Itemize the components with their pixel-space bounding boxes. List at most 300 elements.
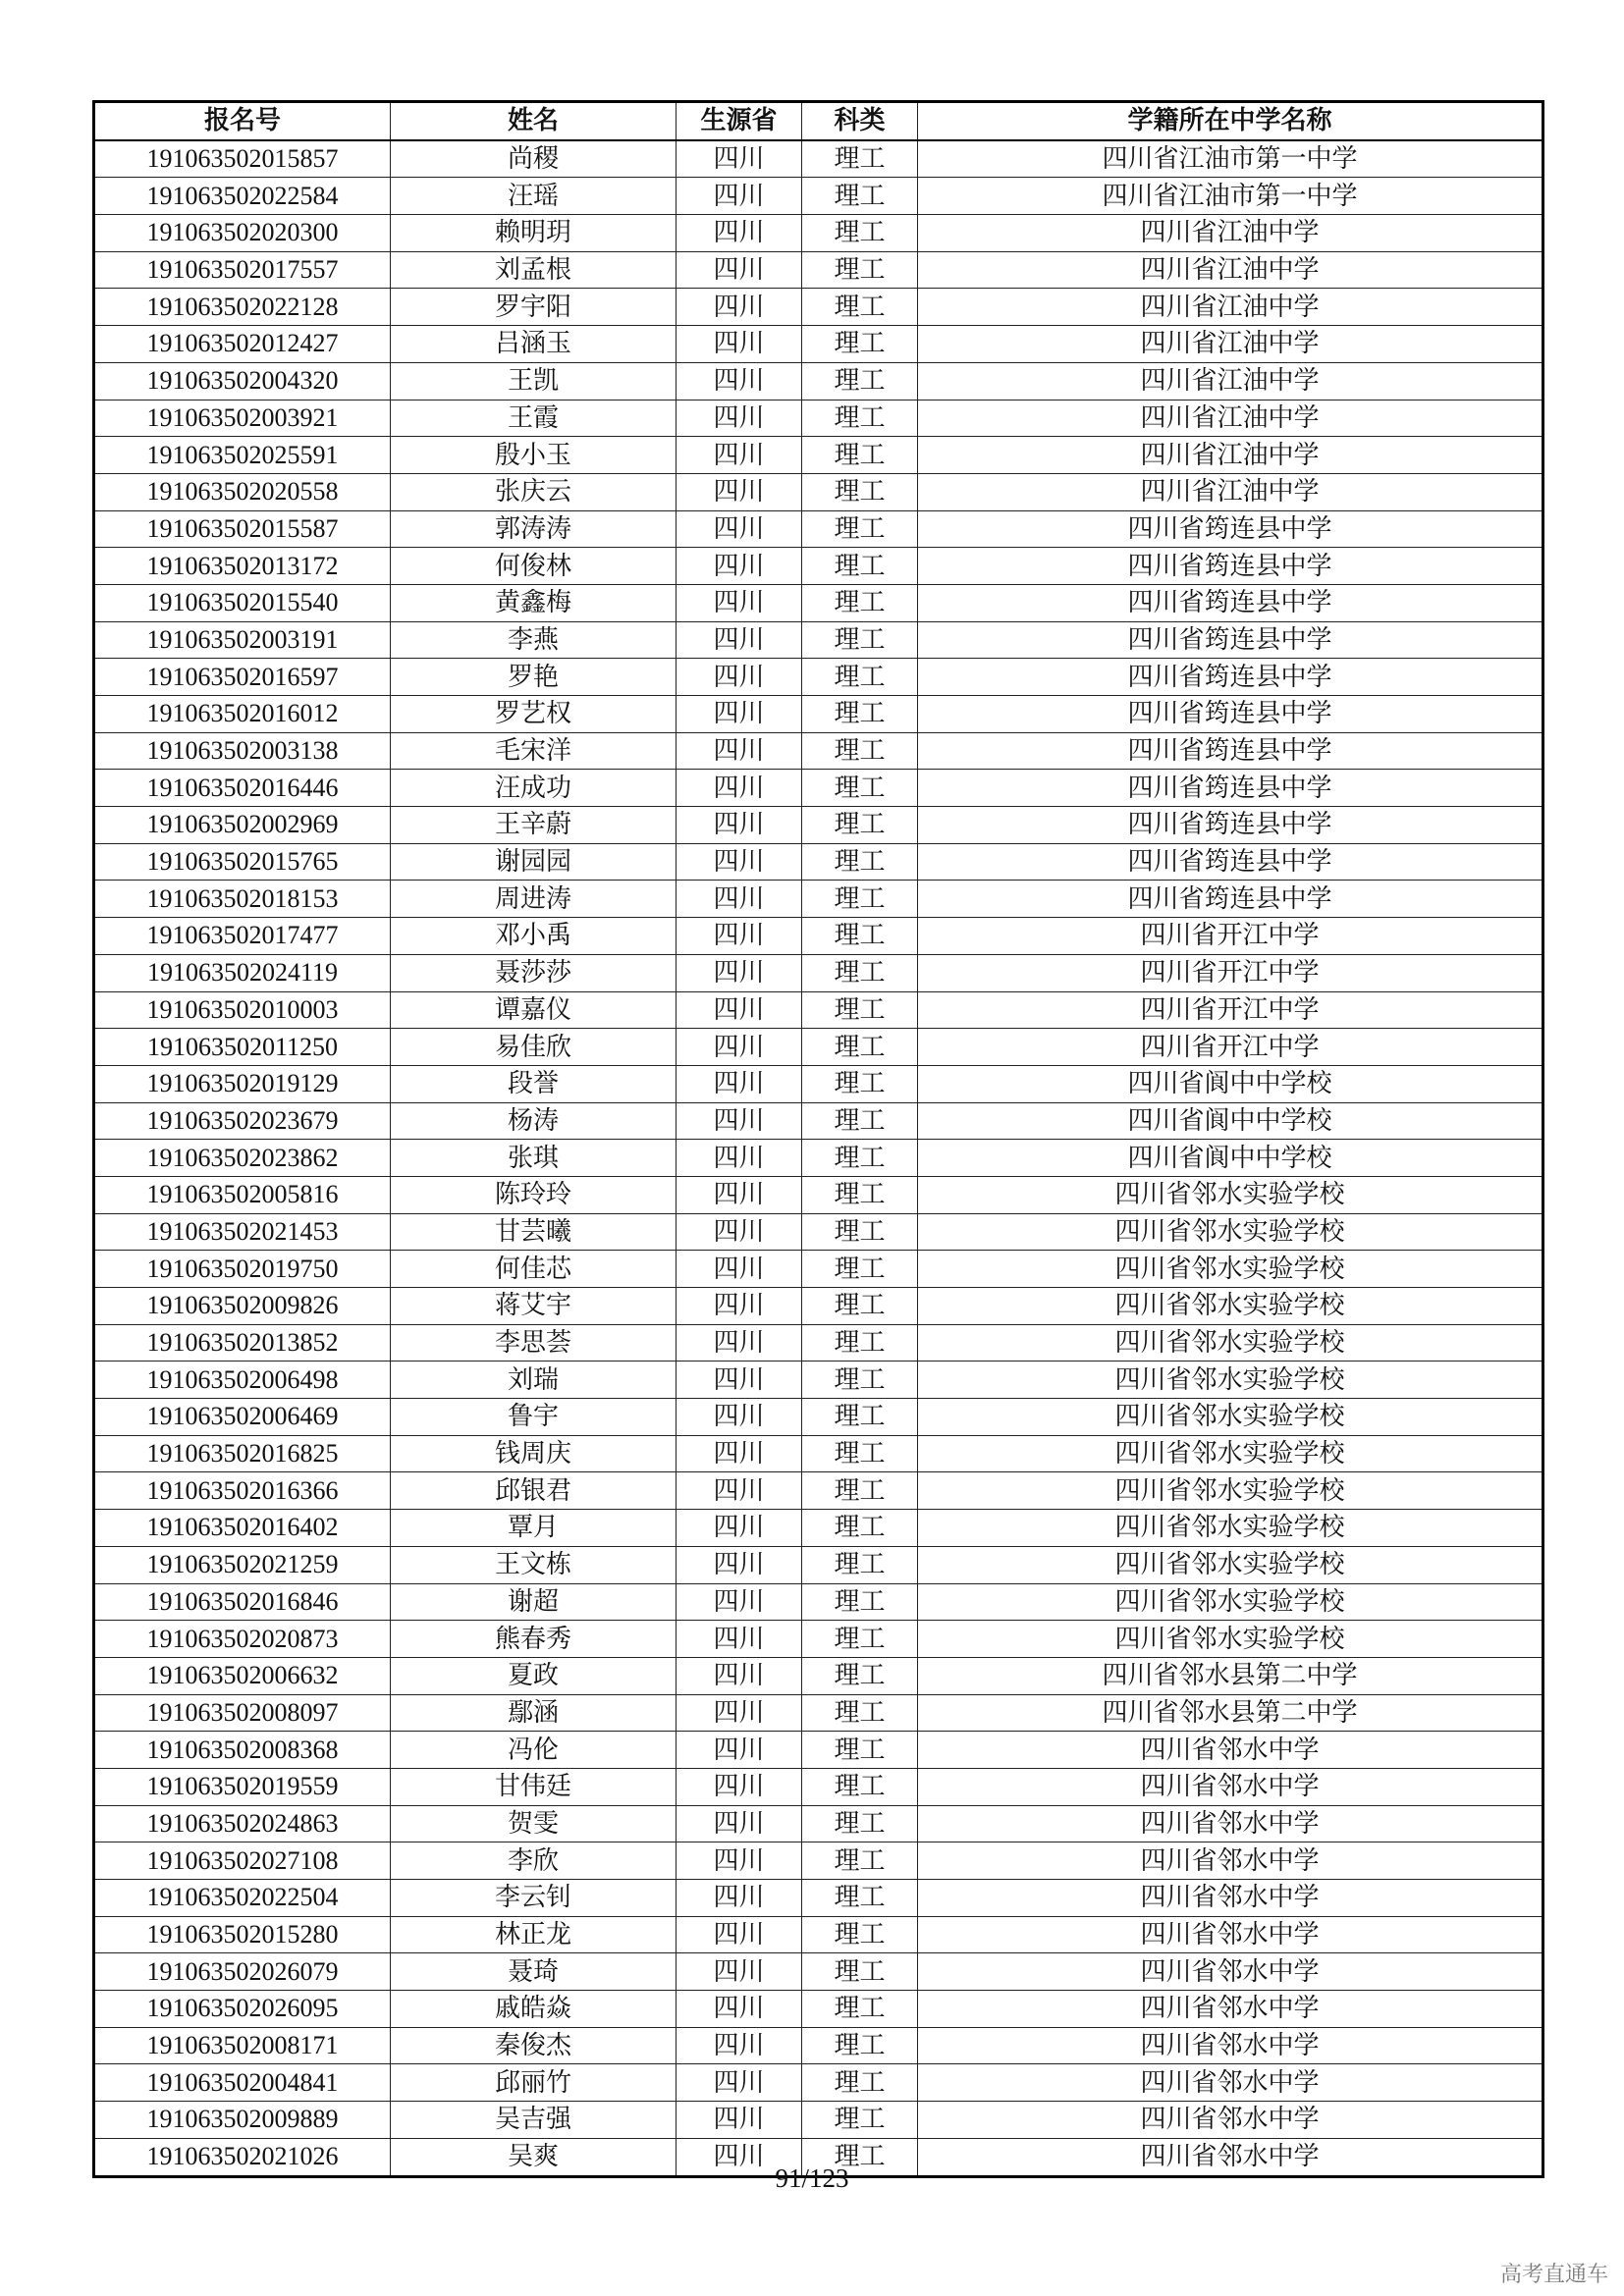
table-header-row bbox=[94, 102, 1543, 140]
source-province-cell: 四川 bbox=[677, 807, 802, 844]
category-cell: 理工 bbox=[802, 1065, 918, 1102]
table-row bbox=[94, 1065, 1543, 1102]
registration-number-cell: 191063502016846 bbox=[94, 1583, 391, 1621]
school-name-cell: 四川省江油中学 bbox=[918, 473, 1543, 510]
category-cell: 理工 bbox=[802, 732, 918, 770]
source-province-cell: 四川 bbox=[677, 510, 802, 548]
source-province-cell: 四川 bbox=[677, 1768, 802, 1805]
category-cell: 理工 bbox=[802, 1953, 918, 1991]
school-name-cell: 四川省江油中学 bbox=[918, 251, 1543, 289]
school-name-cell: 四川省邻水中学 bbox=[918, 1991, 1543, 2028]
category-cell: 理工 bbox=[802, 1176, 918, 1213]
category-cell: 理工 bbox=[802, 1880, 918, 1917]
school-name-cell: 四川省邻水实验学校 bbox=[918, 1546, 1543, 1583]
registration-number-cell: 191063502004841 bbox=[94, 2064, 391, 2102]
registration-number-cell: 191063502019129 bbox=[94, 1065, 391, 1102]
source-province-cell: 四川 bbox=[677, 473, 802, 510]
table-row bbox=[94, 2102, 1543, 2139]
table-row bbox=[94, 1842, 1543, 1880]
school-name-cell: 四川省邻水实验学校 bbox=[918, 1399, 1543, 1436]
source-province-cell: 四川 bbox=[677, 1362, 802, 1399]
table-row bbox=[94, 1546, 1543, 1583]
school-name-cell: 四川省筠连县中学 bbox=[918, 696, 1543, 733]
category-cell: 理工 bbox=[802, 326, 918, 363]
registration-number-cell: 191063502020873 bbox=[94, 1621, 391, 1658]
category-cell: 理工 bbox=[802, 548, 918, 585]
name-cell: 戚皓焱 bbox=[391, 1991, 677, 2028]
school-name-cell: 四川省邻水实验学校 bbox=[918, 1583, 1543, 1621]
school-name-cell: 四川省筠连县中学 bbox=[918, 659, 1543, 696]
category-cell: 理工 bbox=[802, 918, 918, 955]
table-row bbox=[94, 178, 1543, 215]
table-row bbox=[94, 1621, 1543, 1658]
table-row bbox=[94, 1140, 1543, 1177]
registration-number-cell: 191063502008368 bbox=[94, 1732, 391, 1769]
table-row bbox=[94, 1732, 1543, 1769]
school-name-cell: 四川省江油中学 bbox=[918, 326, 1543, 363]
category-cell: 理工 bbox=[802, 881, 918, 918]
name-cell: 殷小玉 bbox=[391, 437, 677, 474]
school-name-cell: 四川省邻水中学 bbox=[918, 2138, 1543, 2176]
category-cell: 理工 bbox=[802, 696, 918, 733]
category-cell: 理工 bbox=[802, 1583, 918, 1621]
name-cell: 李欣 bbox=[391, 1842, 677, 1880]
table-row bbox=[94, 437, 1543, 474]
table-row bbox=[94, 770, 1543, 807]
registration-number-cell: 191063502006469 bbox=[94, 1399, 391, 1436]
category-cell: 理工 bbox=[802, 659, 918, 696]
school-name-cell: 四川省邻水实验学校 bbox=[918, 1435, 1543, 1472]
school-name-cell: 四川省江油中学 bbox=[918, 437, 1543, 474]
category-cell: 理工 bbox=[802, 1324, 918, 1362]
table-row bbox=[94, 289, 1543, 326]
source-province-cell: 四川 bbox=[677, 1140, 802, 1177]
school-name-cell: 四川省邻水实验学校 bbox=[918, 1362, 1543, 1399]
name-cell: 李思荟 bbox=[391, 1324, 677, 1362]
school-name-cell: 四川省邻水中学 bbox=[918, 1880, 1543, 1917]
table-row bbox=[94, 1213, 1543, 1251]
source-province-cell: 四川 bbox=[677, 732, 802, 770]
category-cell: 理工 bbox=[802, 807, 918, 844]
table-row bbox=[94, 621, 1543, 659]
source-province-cell: 四川 bbox=[677, 1102, 802, 1140]
category-cell: 理工 bbox=[802, 843, 918, 881]
category-cell: 理工 bbox=[802, 140, 918, 178]
table-row bbox=[94, 548, 1543, 585]
school-name-cell: 四川省邻水中学 bbox=[918, 1732, 1543, 1769]
registration-number-cell: 191063502015765 bbox=[94, 843, 391, 881]
registration-number-cell: 191063502012427 bbox=[94, 326, 391, 363]
category-cell: 理工 bbox=[802, 215, 918, 252]
category-cell: 理工 bbox=[802, 1399, 918, 1436]
table-row bbox=[94, 1102, 1543, 1140]
school-name-cell: 四川省阆中中学校 bbox=[918, 1065, 1543, 1102]
school-name-cell: 四川省江油市第一中学 bbox=[918, 178, 1543, 215]
source-province-cell: 四川 bbox=[677, 1472, 802, 1510]
source-province-cell: 四川 bbox=[677, 954, 802, 991]
school-name-cell: 四川省邻水中学 bbox=[918, 1768, 1543, 1805]
school-name-cell: 四川省邻水县第二中学 bbox=[918, 1657, 1543, 1694]
source-province-cell: 四川 bbox=[677, 843, 802, 881]
school-name-cell: 四川省筠连县中学 bbox=[918, 843, 1543, 881]
name-cell: 冯伦 bbox=[391, 1732, 677, 1769]
table-row bbox=[94, 1472, 1543, 1510]
school-name-cell: 四川省江油中学 bbox=[918, 362, 1543, 400]
school-name-cell: 四川省邻水实验学校 bbox=[918, 1288, 1543, 1325]
header-source-province: 生源省 bbox=[677, 102, 802, 140]
table-row bbox=[94, 510, 1543, 548]
school-name-cell: 四川省阆中中学校 bbox=[918, 1102, 1543, 1140]
category-cell: 理工 bbox=[802, 473, 918, 510]
source-province-cell: 四川 bbox=[677, 2102, 802, 2139]
school-name-cell: 四川省筠连县中学 bbox=[918, 881, 1543, 918]
header-category: 科类 bbox=[802, 102, 918, 140]
table-row bbox=[94, 584, 1543, 621]
source-province-cell: 四川 bbox=[677, 696, 802, 733]
source-province-cell: 四川 bbox=[677, 881, 802, 918]
registration-number-cell: 191063502021026 bbox=[94, 2138, 391, 2176]
name-cell: 刘瑞 bbox=[391, 1362, 677, 1399]
school-name-cell: 四川省筠连县中学 bbox=[918, 510, 1543, 548]
school-name-cell: 四川省筠连县中学 bbox=[918, 548, 1543, 585]
category-cell: 理工 bbox=[802, 1510, 918, 1547]
table-row bbox=[94, 954, 1543, 991]
school-name-cell: 四川省开江中学 bbox=[918, 954, 1543, 991]
source-province-cell: 四川 bbox=[677, 991, 802, 1029]
name-cell: 尚稷 bbox=[391, 140, 677, 178]
name-cell: 段誉 bbox=[391, 1065, 677, 1102]
category-cell: 理工 bbox=[802, 1657, 918, 1694]
name-cell: 王文栋 bbox=[391, 1546, 677, 1583]
name-cell: 谢超 bbox=[391, 1583, 677, 1621]
name-cell: 杨涛 bbox=[391, 1102, 677, 1140]
table-row bbox=[94, 1435, 1543, 1472]
name-cell: 刘孟根 bbox=[391, 251, 677, 289]
name-cell: 李燕 bbox=[391, 621, 677, 659]
source-province-cell: 四川 bbox=[677, 326, 802, 363]
category-cell: 理工 bbox=[802, 1102, 918, 1140]
school-name-cell: 四川省筠连县中学 bbox=[918, 807, 1543, 844]
school-name-cell: 四川省邻水实验学校 bbox=[918, 1324, 1543, 1362]
category-cell: 理工 bbox=[802, 1991, 918, 2028]
source-province-cell: 四川 bbox=[677, 918, 802, 955]
name-cell: 林正龙 bbox=[391, 1916, 677, 1953]
table-row bbox=[94, 991, 1543, 1029]
name-cell: 聂莎莎 bbox=[391, 954, 677, 991]
school-name-cell: 四川省邻水实验学校 bbox=[918, 1213, 1543, 1251]
category-cell: 理工 bbox=[802, 2027, 918, 2064]
registration-number-cell: 191063502016597 bbox=[94, 659, 391, 696]
source-province-cell: 四川 bbox=[677, 1583, 802, 1621]
registration-number-cell: 191063502016446 bbox=[94, 770, 391, 807]
name-cell: 汪成功 bbox=[391, 770, 677, 807]
school-name-cell: 四川省江油中学 bbox=[918, 289, 1543, 326]
table-row bbox=[94, 807, 1543, 844]
registration-number-cell: 191063502003921 bbox=[94, 400, 391, 437]
category-cell: 理工 bbox=[802, 437, 918, 474]
registration-number-cell: 191063502027108 bbox=[94, 1842, 391, 1880]
source-province-cell: 四川 bbox=[677, 1399, 802, 1436]
name-cell: 李云钊 bbox=[391, 1880, 677, 1917]
name-cell: 罗艳 bbox=[391, 659, 677, 696]
registration-number-cell: 191063502009826 bbox=[94, 1288, 391, 1325]
name-cell: 邱丽竹 bbox=[391, 2064, 677, 2102]
school-name-cell: 四川省筠连县中学 bbox=[918, 584, 1543, 621]
source-province-cell: 四川 bbox=[677, 140, 802, 178]
category-cell: 理工 bbox=[802, 770, 918, 807]
category-cell: 理工 bbox=[802, 1288, 918, 1325]
registration-number-cell: 191063502024863 bbox=[94, 1805, 391, 1842]
name-cell: 张庆云 bbox=[391, 473, 677, 510]
registration-number-cell: 191063502022584 bbox=[94, 178, 391, 215]
source-province-cell: 四川 bbox=[677, 1953, 802, 1991]
school-name-cell: 四川省筠连县中学 bbox=[918, 732, 1543, 770]
category-cell: 理工 bbox=[802, 991, 918, 1029]
source-province-cell: 四川 bbox=[677, 2027, 802, 2064]
name-cell: 汪瑶 bbox=[391, 178, 677, 215]
category-cell: 理工 bbox=[802, 510, 918, 548]
school-name-cell: 四川省筠连县中学 bbox=[918, 621, 1543, 659]
registration-number-cell: 191063502009889 bbox=[94, 2102, 391, 2139]
table-row bbox=[94, 1657, 1543, 1694]
table-row bbox=[94, 843, 1543, 881]
registration-number-cell: 191063502015587 bbox=[94, 510, 391, 548]
table-row bbox=[94, 1953, 1543, 1991]
school-name-cell: 四川省邻水实验学校 bbox=[918, 1472, 1543, 1510]
school-name-cell: 四川省筠连县中学 bbox=[918, 770, 1543, 807]
registration-number-cell: 191063502023679 bbox=[94, 1102, 391, 1140]
school-name-cell: 四川省邻水中学 bbox=[918, 2102, 1543, 2139]
name-cell: 钱周庆 bbox=[391, 1435, 677, 1472]
table-row bbox=[94, 1768, 1543, 1805]
school-name-cell: 四川省邻水中学 bbox=[918, 1842, 1543, 1880]
source-province-cell: 四川 bbox=[677, 1916, 802, 1953]
school-name-cell: 四川省开江中学 bbox=[918, 991, 1543, 1029]
registration-number-cell: 191063502023862 bbox=[94, 1140, 391, 1177]
name-cell: 吴吉强 bbox=[391, 2102, 677, 2139]
source-province-cell: 四川 bbox=[677, 2064, 802, 2102]
registration-number-cell: 191063502015280 bbox=[94, 1916, 391, 1953]
table-row bbox=[94, 362, 1543, 400]
source-province-cell: 四川 bbox=[677, 1435, 802, 1472]
registration-number-cell: 191063502019559 bbox=[94, 1768, 391, 1805]
table-row bbox=[94, 881, 1543, 918]
source-province-cell: 四川 bbox=[677, 437, 802, 474]
table-row bbox=[94, 140, 1543, 178]
admission-list-table bbox=[92, 100, 1544, 2178]
source-province-cell: 四川 bbox=[677, 770, 802, 807]
source-province-cell: 四川 bbox=[677, 659, 802, 696]
table-row bbox=[94, 1029, 1543, 1066]
category-cell: 理工 bbox=[802, 1251, 918, 1288]
source-province-cell: 四川 bbox=[677, 1805, 802, 1842]
name-cell: 甘芸曦 bbox=[391, 1213, 677, 1251]
source-province-cell: 四川 bbox=[677, 1251, 802, 1288]
name-cell: 鲁宇 bbox=[391, 1399, 677, 1436]
registration-number-cell: 191063502006498 bbox=[94, 1362, 391, 1399]
table-row bbox=[94, 1324, 1543, 1362]
registration-number-cell: 191063502002969 bbox=[94, 807, 391, 844]
registration-number-cell: 191063502019750 bbox=[94, 1251, 391, 1288]
category-cell: 理工 bbox=[802, 251, 918, 289]
source-province-cell: 四川 bbox=[677, 251, 802, 289]
school-name-cell: 四川省邻水实验学校 bbox=[918, 1510, 1543, 1547]
category-cell: 理工 bbox=[802, 2102, 918, 2139]
table-row bbox=[94, 1399, 1543, 1436]
school-name-cell: 四川省邻水实验学校 bbox=[918, 1621, 1543, 1658]
school-name-cell: 四川省邻水县第二中学 bbox=[918, 1694, 1543, 1732]
registration-number-cell: 191063502022128 bbox=[94, 289, 391, 326]
source-province-cell: 四川 bbox=[677, 362, 802, 400]
source-province-cell: 四川 bbox=[677, 1880, 802, 1917]
table-row bbox=[94, 2027, 1543, 2064]
category-cell: 理工 bbox=[802, 954, 918, 991]
name-cell: 何佳芯 bbox=[391, 1251, 677, 1288]
registration-number-cell: 191063502015540 bbox=[94, 584, 391, 621]
table-row bbox=[94, 1805, 1543, 1842]
registration-number-cell: 191063502020300 bbox=[94, 215, 391, 252]
name-cell: 周进涛 bbox=[391, 881, 677, 918]
registration-number-cell: 191063502013852 bbox=[94, 1324, 391, 1362]
table-row bbox=[94, 1880, 1543, 1917]
category-cell: 理工 bbox=[802, 1435, 918, 1472]
registration-number-cell: 191063502008171 bbox=[94, 2027, 391, 2064]
category-cell: 理工 bbox=[802, 1472, 918, 1510]
category-cell: 理工 bbox=[802, 1621, 918, 1658]
category-cell: 理工 bbox=[802, 362, 918, 400]
registration-number-cell: 191063502016366 bbox=[94, 1472, 391, 1510]
name-cell: 毛宋洋 bbox=[391, 732, 677, 770]
header-registration-number: 报名号 bbox=[94, 102, 391, 140]
category-cell: 理工 bbox=[802, 1213, 918, 1251]
source-province-cell: 四川 bbox=[677, 1546, 802, 1583]
table-row bbox=[94, 1510, 1543, 1547]
category-cell: 理工 bbox=[802, 1842, 918, 1880]
source-province-cell: 四川 bbox=[677, 1176, 802, 1213]
school-name-cell: 四川省江油中学 bbox=[918, 215, 1543, 252]
table-row bbox=[94, 473, 1543, 510]
school-name-cell: 四川省阆中中学校 bbox=[918, 1140, 1543, 1177]
name-cell: 甘伟廷 bbox=[391, 1768, 677, 1805]
registration-number-cell: 191063502026079 bbox=[94, 1953, 391, 1991]
registration-number-cell: 191063502020558 bbox=[94, 473, 391, 510]
name-cell: 秦俊杰 bbox=[391, 2027, 677, 2064]
school-name-cell: 四川省邻水中学 bbox=[918, 1953, 1543, 1991]
name-cell: 蒋艾宇 bbox=[391, 1288, 677, 1325]
table-row bbox=[94, 400, 1543, 437]
registration-number-cell: 191063502016825 bbox=[94, 1435, 391, 1472]
registration-number-cell: 191063502004320 bbox=[94, 362, 391, 400]
school-name-cell: 四川省江油市第一中学 bbox=[918, 140, 1543, 178]
registration-number-cell: 191063502015857 bbox=[94, 140, 391, 178]
source-province-cell: 四川 bbox=[677, 1991, 802, 2028]
name-cell: 熊春秀 bbox=[391, 1621, 677, 1658]
category-cell: 理工 bbox=[802, 1732, 918, 1769]
name-cell: 何俊林 bbox=[391, 548, 677, 585]
page-number: 91/123 bbox=[775, 2163, 849, 2193]
school-name-cell: 四川省邻水中学 bbox=[918, 1805, 1543, 1842]
source-province-cell: 四川 bbox=[677, 1029, 802, 1066]
registration-number-cell: 191063502025591 bbox=[94, 437, 391, 474]
header-name: 姓名 bbox=[391, 102, 677, 140]
registration-number-cell: 191063502021259 bbox=[94, 1546, 391, 1583]
source-province-cell: 四川 bbox=[677, 1657, 802, 1694]
source-province-cell: 四川 bbox=[677, 584, 802, 621]
table-row bbox=[94, 251, 1543, 289]
table-row bbox=[94, 326, 1543, 363]
registration-number-cell: 191063502013172 bbox=[94, 548, 391, 585]
name-cell: 王凯 bbox=[391, 362, 677, 400]
source-province-cell: 四川 bbox=[677, 548, 802, 585]
table-row bbox=[94, 215, 1543, 252]
table-row bbox=[94, 1916, 1543, 1953]
source-province-cell: 四川 bbox=[677, 400, 802, 437]
source-province-cell: 四川 bbox=[677, 1288, 802, 1325]
category-cell: 理工 bbox=[802, 400, 918, 437]
source-province-cell: 四川 bbox=[677, 2138, 802, 2176]
source-province-cell: 四川 bbox=[677, 1842, 802, 1880]
school-name-cell: 四川省邻水中学 bbox=[918, 1916, 1543, 1953]
table-row bbox=[94, 732, 1543, 770]
registration-number-cell: 191063502005816 bbox=[94, 1176, 391, 1213]
name-cell: 易佳欣 bbox=[391, 1029, 677, 1066]
registration-number-cell: 191063502017557 bbox=[94, 251, 391, 289]
category-cell: 理工 bbox=[802, 2138, 918, 2176]
table-row bbox=[94, 1362, 1543, 1399]
registration-number-cell: 191063502011250 bbox=[94, 1029, 391, 1066]
name-cell: 谢园园 bbox=[391, 843, 677, 881]
school-name-cell: 四川省开江中学 bbox=[918, 918, 1543, 955]
school-name-cell: 四川省邻水中学 bbox=[918, 2064, 1543, 2102]
name-cell: 贺雯 bbox=[391, 1805, 677, 1842]
table-row bbox=[94, 918, 1543, 955]
table-row bbox=[94, 1991, 1543, 2028]
category-cell: 理工 bbox=[802, 178, 918, 215]
category-cell: 理工 bbox=[802, 1916, 918, 1953]
name-cell: 邓小禹 bbox=[391, 918, 677, 955]
name-cell: 罗宇阳 bbox=[391, 289, 677, 326]
name-cell: 覃月 bbox=[391, 1510, 677, 1547]
name-cell: 王霞 bbox=[391, 400, 677, 437]
registration-number-cell: 191063502022504 bbox=[94, 1880, 391, 1917]
name-cell: 夏政 bbox=[391, 1657, 677, 1694]
category-cell: 理工 bbox=[802, 1362, 918, 1399]
source-province-cell: 四川 bbox=[677, 1621, 802, 1658]
name-cell: 郭涛涛 bbox=[391, 510, 677, 548]
table-row bbox=[94, 1583, 1543, 1621]
source-province-cell: 四川 bbox=[677, 1732, 802, 1769]
registration-number-cell: 191063502008097 bbox=[94, 1694, 391, 1732]
registration-number-cell: 191063502003138 bbox=[94, 732, 391, 770]
registration-number-cell: 191063502003191 bbox=[94, 621, 391, 659]
source-province-cell: 四川 bbox=[677, 1324, 802, 1362]
name-cell: 黄鑫梅 bbox=[391, 584, 677, 621]
category-cell: 理工 bbox=[802, 1768, 918, 1805]
registration-number-cell: 191063502024119 bbox=[94, 954, 391, 991]
registration-number-cell: 191063502026095 bbox=[94, 1991, 391, 2028]
name-cell: 谭嘉仪 bbox=[391, 991, 677, 1029]
category-cell: 理工 bbox=[802, 1694, 918, 1732]
registration-number-cell: 191063502021453 bbox=[94, 1213, 391, 1251]
table-row bbox=[94, 1694, 1543, 1732]
table-row bbox=[94, 696, 1543, 733]
name-cell: 邱银君 bbox=[391, 1472, 677, 1510]
source-province-cell: 四川 bbox=[677, 289, 802, 326]
category-cell: 理工 bbox=[802, 1805, 918, 1842]
category-cell: 理工 bbox=[802, 1140, 918, 1177]
table-row bbox=[94, 1251, 1543, 1288]
registration-number-cell: 191063502017477 bbox=[94, 918, 391, 955]
